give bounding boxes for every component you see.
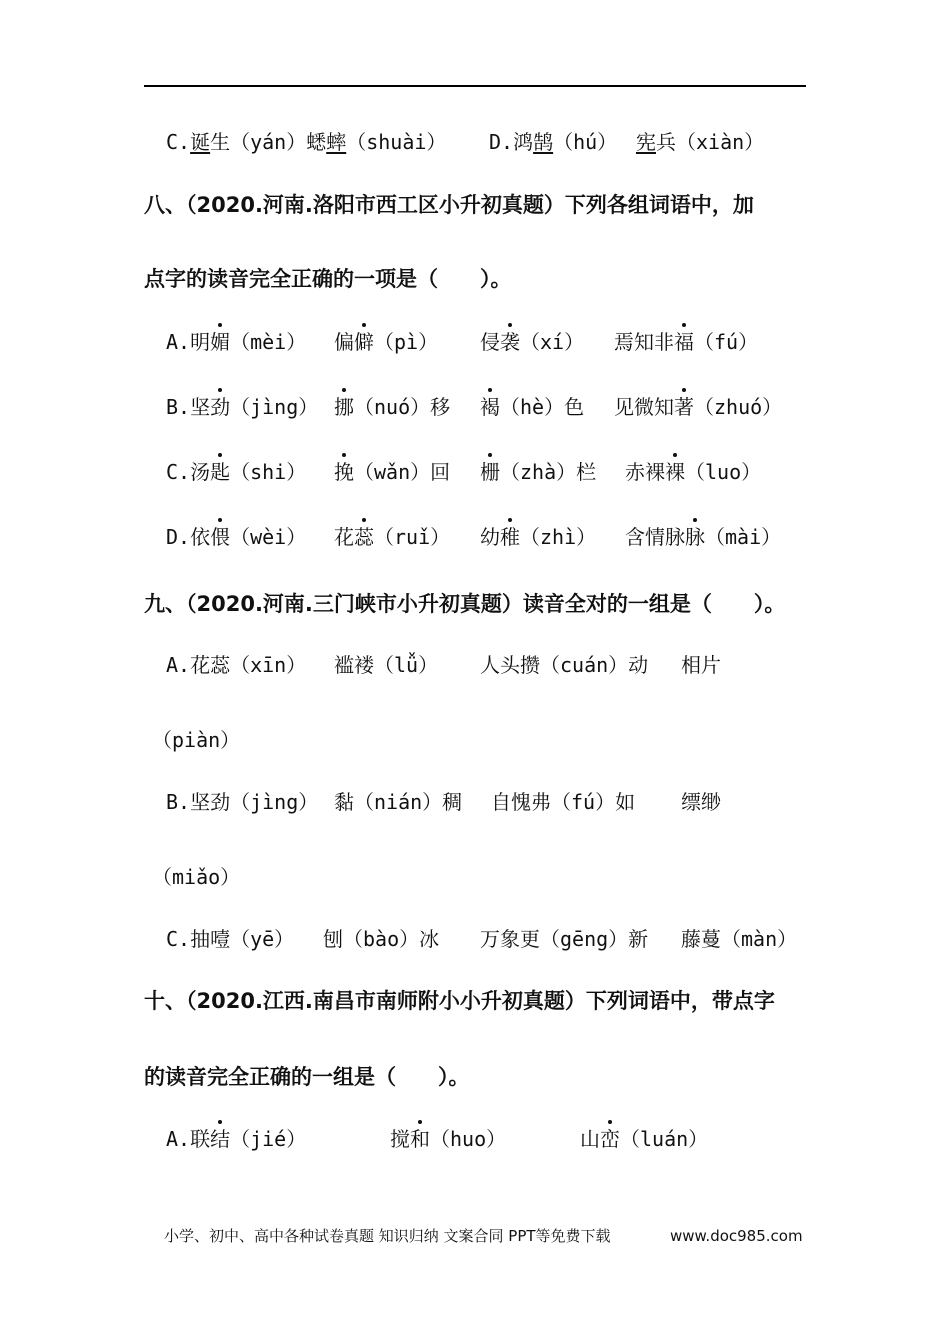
dotted-char: 褐	[480, 395, 500, 419]
dotted-char: 峦	[600, 1127, 620, 1151]
q7-option-d	[489, 129, 617, 155]
dotted-char: 匙	[210, 460, 231, 484]
q9-option-a-continued: （piàn）	[152, 728, 241, 752]
word-text: 坚劲（jìng）	[190, 790, 319, 814]
pinyin: （pì）	[374, 330, 439, 354]
word-text: 兵	[656, 130, 676, 154]
word-text: 鸿	[513, 130, 534, 154]
word-text: 万象更（gēng）新	[480, 927, 649, 951]
word-group	[166, 329, 306, 355]
word-text: 抽噎（yē）	[190, 927, 295, 951]
word-text: 依	[190, 525, 211, 549]
dotted-char: 著	[674, 395, 694, 419]
word-text: 赤裸	[625, 460, 665, 484]
q10-title-line2: 的读音完全正确的一组是（ ）。	[144, 1065, 470, 1089]
word-text: 山	[580, 1127, 600, 1151]
dotted-char: 脉	[685, 525, 705, 549]
word-text: 联	[190, 1127, 211, 1151]
q8-title-line1: 八、（2020.河南.洛阳市西工区小升初真题）下列各组词语中，加	[144, 193, 754, 217]
option-label: D.	[166, 525, 191, 549]
word-text: 刨（bào）冰	[323, 927, 440, 951]
q8-title-line2: 点字的读音完全正确的一项是（ ）。	[144, 267, 512, 291]
word-text: 坚	[190, 395, 211, 419]
pinyin: （zhì）	[520, 525, 597, 549]
word-group	[166, 926, 294, 952]
word-text: 黏（nián）稠	[334, 790, 463, 814]
word-group	[166, 789, 318, 815]
pinyin: （hè）色	[500, 395, 585, 419]
pinyin: （shi）	[230, 460, 307, 484]
word-text: 侵	[480, 330, 500, 354]
pinyin: （zhuó）	[694, 395, 783, 419]
word-text: 含情脉	[625, 525, 685, 549]
word-group	[166, 1126, 306, 1152]
word-text: 生	[210, 130, 231, 154]
word-group	[334, 329, 438, 355]
dotted-char: 劲	[210, 395, 231, 419]
word-group	[480, 459, 596, 485]
option-label: B.	[166, 395, 191, 419]
word-group	[390, 1126, 506, 1152]
pinyin: （shuài）	[346, 130, 447, 154]
word-text: 汤	[190, 460, 211, 484]
header-rule	[144, 85, 806, 87]
footer-text: 小学、初中、高中各种试卷真题 知识归纳 文案合同 PPT等免费下载	[164, 1227, 611, 1245]
word-group	[166, 652, 306, 678]
option-label: A.	[166, 330, 191, 354]
word-group	[480, 524, 596, 550]
page-footer	[164, 1226, 803, 1246]
dotted-char: 结	[210, 1127, 231, 1151]
pinyin: （mài）	[705, 525, 782, 549]
pinyin: （hú）	[553, 130, 618, 154]
word-text: 蟋	[306, 130, 327, 154]
word-group	[334, 394, 450, 420]
pinyin: （luo）	[685, 460, 762, 484]
option-label: D.	[489, 130, 514, 154]
dotted-char: 媚	[210, 330, 231, 354]
q9-title: 九、（2020.河南.三门峡市小升初真题）读音全对的一组是（ ）。	[144, 592, 786, 616]
option-label: C.	[166, 130, 191, 154]
q7-option-d-word2	[636, 129, 764, 155]
word-group	[166, 394, 318, 420]
dotted-char: 僻	[354, 330, 374, 354]
pinyin: （huo）	[430, 1127, 507, 1151]
word-text: 偏	[334, 330, 354, 354]
pinyin: （jìng）	[230, 395, 319, 419]
dotted-char: 福	[674, 330, 694, 354]
word-group	[334, 524, 450, 550]
dotted-char: 稚	[500, 525, 520, 549]
word-group	[480, 394, 584, 420]
footer-site-link[interactable]: www.doc985.com	[670, 1227, 803, 1245]
word-text: 花	[334, 525, 354, 549]
underlined-char: 鹄	[533, 130, 554, 154]
pinyin: （jié）	[230, 1127, 307, 1151]
pinyin: （yán）	[230, 130, 307, 154]
word-text: 见微知	[614, 395, 674, 419]
q7-option-c	[166, 129, 446, 155]
dotted-char: 裸	[665, 460, 685, 484]
option-label: A.	[166, 1127, 191, 1151]
underlined-char: 宪	[636, 130, 656, 154]
word-text: 明	[190, 330, 211, 354]
option-label: B.	[166, 790, 191, 814]
pinyin: （nuó）移	[354, 395, 451, 419]
word-text: 搅	[390, 1127, 410, 1151]
word-group	[166, 459, 306, 485]
word-text: 人头攒（cuán）动	[480, 653, 649, 677]
word-text: 自愧弗（fú）如	[491, 790, 636, 814]
dotted-char: 蕊	[354, 525, 374, 549]
word-group	[580, 1126, 708, 1152]
pinyin: （ruǐ）	[374, 525, 451, 549]
word-text: 相片	[681, 653, 721, 677]
pinyin: （fú）	[694, 330, 759, 354]
option-label: C.	[166, 460, 191, 484]
word-group	[166, 524, 306, 550]
pinyin: （mèi）	[230, 330, 307, 354]
word-group	[625, 459, 761, 485]
word-text: 藤蔓（màn）	[681, 927, 798, 951]
q9-option-b-continued: （miǎo）	[152, 865, 241, 889]
dotted-char: 偎	[210, 525, 231, 549]
pinyin: （luán）	[620, 1127, 709, 1151]
q10-title-line1: 十、（2020.江西.南昌市南师附小小升初真题）下列词语中，带点字	[144, 989, 775, 1013]
word-text: 缥缈	[681, 790, 721, 814]
word-group	[625, 524, 781, 550]
dotted-char: 挪	[334, 395, 354, 419]
pinyin: （wǎn）回	[354, 460, 451, 484]
word-group	[334, 459, 450, 485]
word-text: 褴褛（lǚ）	[334, 653, 439, 677]
pinyin: （wèi）	[230, 525, 307, 549]
dotted-char: 袭	[500, 330, 520, 354]
dotted-char: 栅	[480, 460, 500, 484]
word-text: 幼	[480, 525, 500, 549]
dotted-char: 和	[410, 1127, 430, 1151]
word-group	[614, 394, 782, 420]
underlined-char: 诞	[190, 130, 211, 154]
option-label: A.	[166, 653, 191, 677]
word-text: 花蕊（xīn）	[190, 653, 307, 677]
word-group	[480, 329, 584, 355]
pinyin: （zhà）栏	[500, 460, 597, 484]
dotted-char: 挽	[334, 460, 354, 484]
pinyin: （xiàn）	[676, 130, 765, 154]
word-group	[614, 329, 758, 355]
option-label: C.	[166, 927, 191, 951]
underlined-char: 蟀	[326, 130, 347, 154]
pinyin: （xí）	[520, 330, 585, 354]
word-text: 焉知非	[614, 330, 674, 354]
